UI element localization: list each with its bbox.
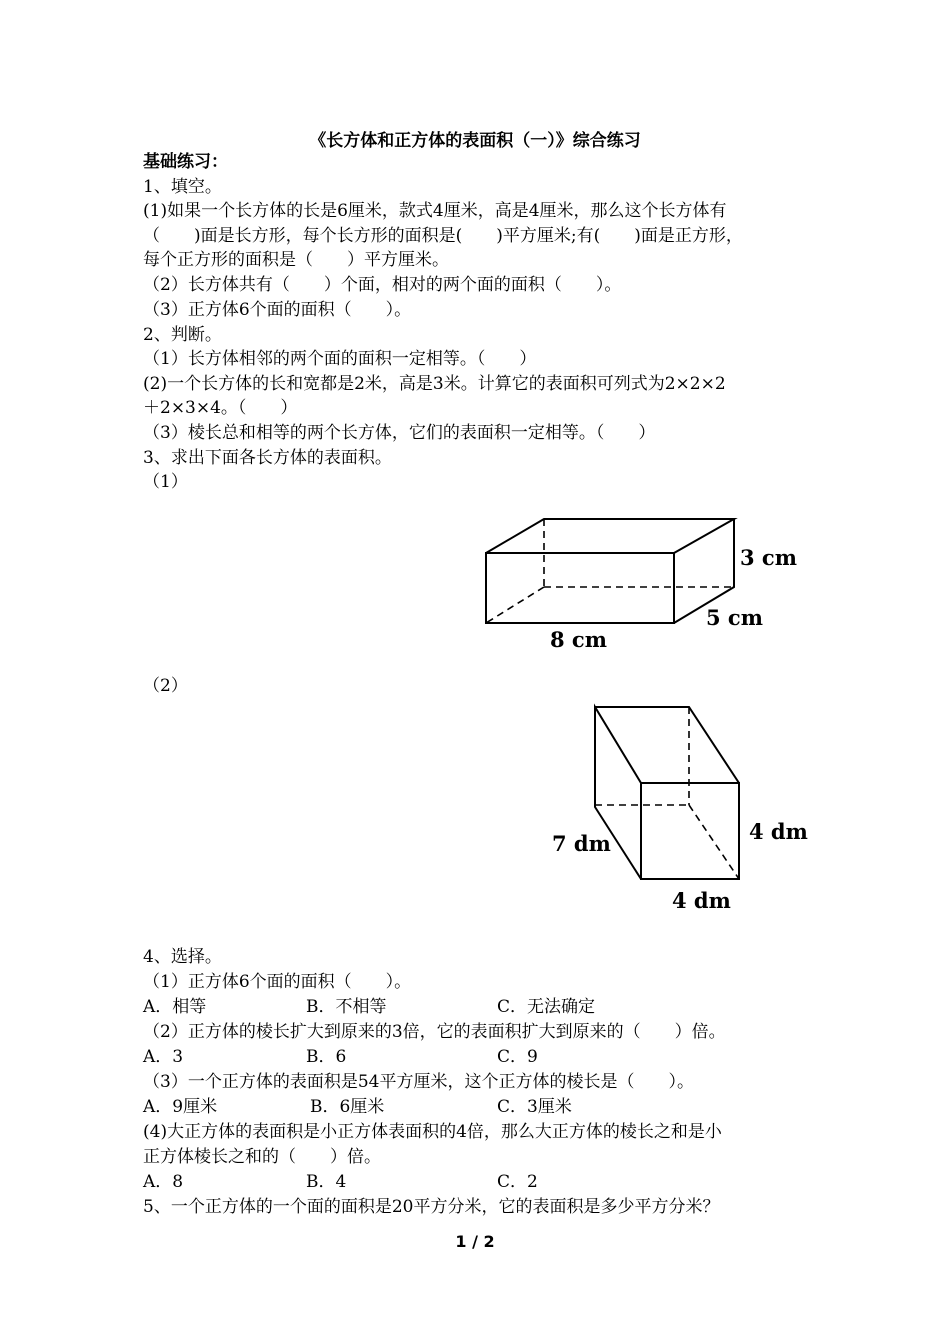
q4-p4-line2: 正方体棱长之和的（ ）倍。 <box>143 1147 381 1167</box>
q5-heading: 5、一个正方体的一个面的面积是20平方分米，它的表面积是多少平方分米？ <box>143 1197 720 1217</box>
cuboid-1-hidden-diagonal <box>486 587 544 623</box>
q4-p4-option-a: A．8 <box>143 1172 184 1192</box>
q2-p2-line1: (2)一个长方体的长和宽都是2米，高是3米。计算它的表面积可列式为2×2×2 <box>143 374 726 394</box>
cuboid-1-front-face <box>486 553 674 623</box>
q3-heading: 3、求出下面各长方体的表面积。 <box>143 448 392 468</box>
q4-p2: （2）正方体的棱长扩大到原来的3倍，它的表面积扩大到原来的（ ）倍。 <box>143 1022 726 1042</box>
cuboid-1-height-label: 3 cm <box>740 545 797 570</box>
q2-p2-line2: ＋2×3×4。（ ） <box>143 398 298 418</box>
cuboid-2-top-edges <box>595 707 739 783</box>
q4-p3-option-c: C．3厘米 <box>497 1097 572 1117</box>
q4-p3: （3）一个正方体的表面积是54平方厘米，这个正方体的棱长是（ ）。 <box>143 1072 694 1092</box>
q2-p1: （1）长方体相邻的两个面的面积一定相等。（ ） <box>143 349 537 369</box>
cuboid-2-bottom-label: 4 dm <box>672 888 731 913</box>
q4-p1-option-b: B．不相等 <box>306 997 387 1017</box>
cuboid-2-front-face <box>641 783 739 879</box>
q1-p1-line1: (1)如果一个长方体的长是6厘米，款式4厘米，高是4厘米，那么这个长方体有 <box>143 201 727 221</box>
q1-p1-line3: 每个正方形的面积是（ ）平方厘米。 <box>143 250 449 270</box>
page-title: 《长方体和正方体的表面积（一）》综合练习 <box>309 131 641 151</box>
q4-p1-option-a: A．相等 <box>143 997 207 1017</box>
q4-p3-option-b: B．6厘米 <box>310 1097 385 1117</box>
page-number: 1 / 2 <box>455 1232 495 1251</box>
cuboid-1-top-edges <box>486 519 734 553</box>
q1-heading: 1、填空。 <box>143 177 222 197</box>
q4-p1-option-c: C．无法确定 <box>497 997 596 1017</box>
q3-fig1-label: （1） <box>143 472 188 492</box>
q4-p3-option-a: A．9厘米 <box>143 1097 218 1117</box>
q1-p3: （3）正方体6个面的面积（ ）。 <box>143 300 412 320</box>
q3-fig2-label: （2） <box>143 676 188 696</box>
q4-p2-option-c: C．9 <box>497 1047 538 1067</box>
q2-p3: （3）棱长总和相等的两个长方体，它们的表面积一定相等。（ ） <box>143 423 656 443</box>
cuboid-2-right-label: 4 dm <box>749 819 808 844</box>
q4-p1: （1）正方体6个面的面积（ ）。 <box>143 972 412 992</box>
q2-heading: 2、判断。 <box>143 325 222 345</box>
cuboid-figure-1 <box>470 505 810 665</box>
q1-p1-line2: （ )面是长方形，每个长方形的面积是( )平方厘米;有( )面是正方形， <box>143 226 743 246</box>
cuboid-figure-2 <box>540 695 820 920</box>
cuboid-2-hidden-diagonal <box>689 805 739 879</box>
cuboid-1-length-label: 8 cm <box>550 627 607 652</box>
q4-p2-option-b: B．6 <box>306 1047 347 1067</box>
q4-p4-line1: (4)大正方体的表面积是小正方体表面积的4倍，那么大正方体的棱长之和是小 <box>143 1122 722 1142</box>
section-label: 基础练习： <box>143 152 228 172</box>
cuboid-2-left-label: 7 dm <box>552 831 611 856</box>
q4-heading: 4、选择。 <box>143 947 222 967</box>
q1-p2: （2）长方体共有（ ）个面，相对的两个面的面积（ ）。 <box>143 275 622 295</box>
q4-p2-option-a: A．3 <box>143 1047 184 1067</box>
cuboid-1-width-label: 5 cm <box>706 605 763 630</box>
q4-p4-option-c: C．2 <box>497 1172 538 1192</box>
q4-p4-option-b: B．4 <box>306 1172 347 1192</box>
